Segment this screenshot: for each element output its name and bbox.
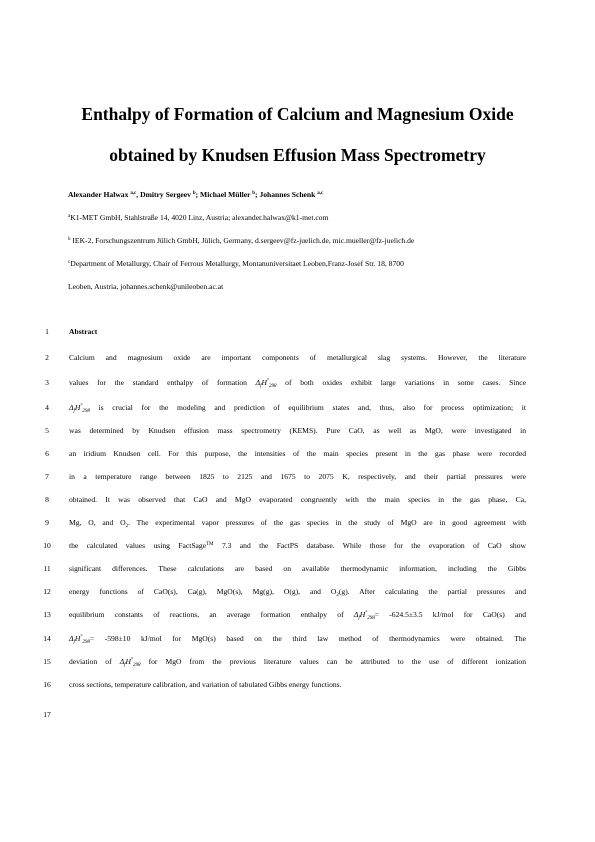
subscript-two: 2 bbox=[336, 593, 339, 598]
abstract-line-15 bbox=[69, 657, 526, 667]
line-number: 7 bbox=[45, 472, 49, 481]
line-number: 5 bbox=[45, 426, 49, 435]
affiliation-a-text: K1-MET GmbH, Stahlstraße 14, 4020 Linz, Austria; alexander.halwax@k1-met.com bbox=[70, 213, 329, 222]
abstract-line-9 bbox=[69, 518, 526, 528]
author-3-affiliation: b bbox=[252, 191, 255, 196]
affiliation-c-text-line-1: Department of Metallurgy, Chair of Ferrous Metallurgy, Montanuniversitaet Leoben,Franz-Josef Str. 18, 8700 bbox=[70, 259, 404, 268]
abstract-line-11: significant differences. These calculations are based on available thermodynamic information, including the Gibbs bbox=[69, 564, 526, 573]
title-line-1: Enthalpy of Formation of Calcium and Magnesium Oxide bbox=[81, 104, 514, 124]
trademark-mark: TM bbox=[206, 542, 214, 547]
abstract-line-16: cross sections, temperature calibration, and variation of tabulated Gibbs energy functions. bbox=[69, 680, 342, 689]
affiliation-b-text: IEK-2, Forschungszentrum Jülich GmbH, Jülich, Germany, d.sergeev@fz-juelich.de, mic.mueller@fz-juelich.de bbox=[72, 236, 415, 245]
abstract-line-2: Calcium and magnesium oxide are important components of metallurgical slag systems. However, the literature bbox=[69, 353, 526, 362]
author-1-affiliation: a,c bbox=[130, 191, 137, 196]
affiliation-c bbox=[68, 259, 404, 268]
line-number: 15 bbox=[43, 657, 51, 666]
title-line-2: obtained by Knudsen Effusion Mass Spectrometry bbox=[109, 145, 486, 165]
abstract-line-13-end: = -624.5±3.5 kJ/mol for CaO(s) and bbox=[374, 610, 526, 619]
enthalpy-symbol: $\Delta_fH^\circ_{298}$ bbox=[69, 403, 90, 414]
abstract-line-4-text: is crucial for the modeling and prediction of equilibrium states and, thus, also for process optimization; it bbox=[89, 403, 526, 412]
line-number: 2 bbox=[45, 353, 49, 362]
author-1: Alexander Halwax bbox=[68, 190, 129, 199]
line-number: 3 bbox=[45, 378, 49, 387]
abstract-line-15-end: for MgO from the previous literature values can be attributed to the use of different ionization bbox=[140, 657, 526, 666]
abstract-line-7: in a temperature range between 1825 to 2125 and 1675 to 2075 K, respectively, and their partial pressures were bbox=[69, 472, 526, 481]
author-2-affiliation: b bbox=[192, 191, 196, 196]
abstract-line-6: an iridium Knudsen cell. For this purpose, the intensities of the main species present in the gas phase were recorded bbox=[69, 449, 526, 458]
abstract-line-10-start: the calculated values using FactSage bbox=[69, 541, 207, 550]
affiliation-c-text-line-2: Leoben, Austria, johannes.schenk@unileoben.ac.at bbox=[68, 282, 224, 291]
author-4: Johannes Schenk bbox=[259, 190, 316, 199]
line-number: 8 bbox=[45, 495, 49, 504]
line-number: 10 bbox=[43, 541, 51, 550]
line-number: 16 bbox=[43, 680, 51, 689]
author-2: Dmitry Sergeev bbox=[140, 190, 191, 199]
abstract-line-3-end: of both oxides exhibit large variations in some cases. Since bbox=[276, 378, 526, 387]
abstract-heading-text: Abstract bbox=[69, 327, 98, 336]
line-number: 13 bbox=[43, 610, 51, 619]
enthalpy-symbol: $\Delta_fH^\circ_{298}$ bbox=[353, 610, 375, 621]
affiliation-c-marker: c bbox=[68, 260, 71, 265]
author-list: Alexander Halwax $^{a,c}$, Dmitry Sergeev $^b$; Michael Müller $^b$; Johannes Schenk $^{a,c}$ bbox=[68, 190, 324, 199]
abstract-line-12-end: (g). After calculating the partial pressures and bbox=[338, 587, 526, 596]
abstract-line-10 bbox=[69, 541, 526, 551]
affiliation-a bbox=[68, 213, 328, 222]
affiliation-c-line-2 bbox=[68, 282, 223, 291]
subscript-two: 2 bbox=[125, 524, 129, 529]
abstract-line-9-end: . The experimental vapor pressures of the gas species in the study of MgO are in good agreement with bbox=[128, 518, 527, 527]
abstract-line-12-start: energy functions of CaO(s), Ca(g), MgO(s), Mg(g), O(g), and O bbox=[69, 587, 337, 596]
affiliation-b-marker: b bbox=[68, 237, 71, 242]
author-3: Michael Müller bbox=[200, 190, 251, 199]
abstract-line-13 bbox=[69, 610, 526, 620]
abstract-line-3-start: values for the standard enthalpy of formation bbox=[69, 378, 256, 387]
line-number: 9 bbox=[45, 518, 49, 527]
line-number: 11 bbox=[43, 564, 51, 573]
line-number: 6 bbox=[45, 449, 49, 458]
affiliation-a-marker: a bbox=[68, 214, 71, 219]
abstract-line-10-end: 7.3 and the FactPS database. While those for the evaporation of CaO show bbox=[213, 541, 526, 550]
enthalpy-symbol: $\Delta_fH^\circ_{298}$ bbox=[119, 657, 141, 668]
line-number: 14 bbox=[43, 634, 51, 643]
abstract-line-15-start: deviation of bbox=[69, 657, 120, 666]
abstract-line-13-start: equilibrium constants of reactions, an average formation enthalpy of bbox=[69, 610, 354, 619]
abstract-line-3 bbox=[69, 378, 526, 388]
abstract-line-14 bbox=[69, 634, 526, 644]
abstract-line-12 bbox=[69, 587, 526, 597]
abstract-line-4 bbox=[69, 403, 526, 413]
author-4-affiliation: a,c bbox=[317, 191, 324, 196]
abstract-line-9-start: Mg, O, and O bbox=[69, 518, 126, 527]
enthalpy-symbol: $\Delta_fH^\circ_{298}$ bbox=[69, 634, 90, 645]
abstract-line-14-text: = -598±10 kJ/mol for MgO(s) based on the third law method of thermodynamics were obtained. The bbox=[89, 634, 526, 643]
line-number: 4 bbox=[45, 403, 49, 412]
affiliation-b bbox=[68, 236, 414, 245]
enthalpy-symbol: $\Delta_fH^\circ_{298}$ bbox=[255, 378, 277, 389]
line-number: 12 bbox=[43, 587, 51, 596]
abstract-heading bbox=[69, 327, 526, 337]
abstract-line-5: was determined by Knudsen effusion mass spectrometry (KEMS). Pure CaO, as well as MgO, were investigated in bbox=[69, 426, 526, 435]
line-number: 1 bbox=[45, 327, 49, 336]
abstract-line-8: obtained. It was observed that CaO and MgO evaporated congruently with the main species in the gas phase, Ca, bbox=[69, 495, 526, 504]
line-number: 17 bbox=[43, 710, 51, 719]
